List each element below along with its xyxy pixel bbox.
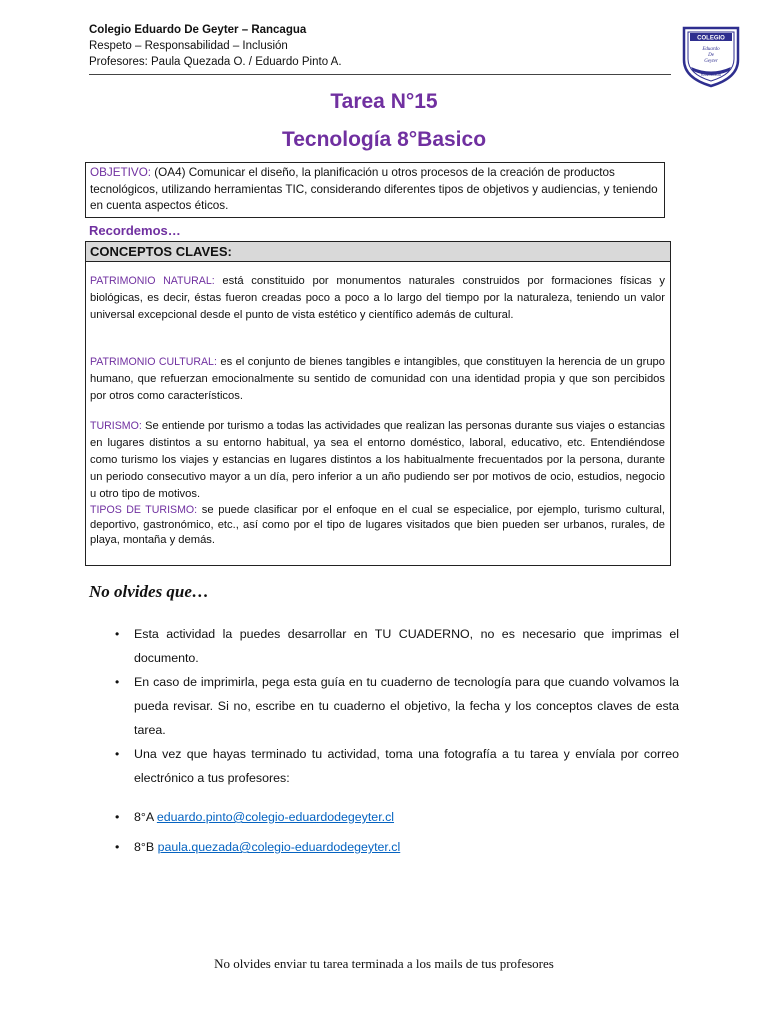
list-item	[89, 742, 679, 790]
objective-label: OBJETIVO:	[90, 166, 152, 179]
list-item-text: Esta actividad la puedes desarrollar en TU CUADERNO, no es necesario que imprimas el documento.	[134, 627, 679, 665]
concept-text: es el conjunto de bienes tangibles e intangibles, que constituyen la herencia de un grupo humano, que refuerzan emocionalmente su sentido de comunidad con una identidad propia y que son percibidos por otros como característicos.	[90, 356, 666, 402]
concepts-box	[85, 241, 671, 566]
reminder-heading: No olvides que…	[89, 582, 209, 601]
concept-tipos-de-turismo	[90, 503, 665, 548]
logo-line1: Eduardo	[702, 47, 720, 52]
bullet-icon: •	[115, 747, 120, 761]
objective-text: (OA4) Comunicar el diseño, la planificación u otros procesos de la creación de productos tecnológicos, utilizando herramientas TIC, considerando diferentes tipos de objetivos y audiencias, y teniendo en cuenta aspectos éticos.	[90, 166, 658, 212]
concepts-heading: CONCEPTOS CLAVES:	[86, 242, 670, 262]
logo-top-text: COLEGIO	[697, 35, 725, 42]
course-label: 8°B	[134, 840, 158, 854]
bullet-icon: •	[115, 627, 120, 641]
concept-label: PATRIMONIO NATURAL:	[90, 275, 215, 287]
document-header	[89, 22, 342, 70]
objective-box	[85, 162, 665, 218]
logo-line2: De	[708, 53, 714, 58]
concept-text: Se entiende por turismo a todas las actividades que realizan las personas durante sus viajes o estancias en lugares distintos a su entorno habitual, ya sea el entorno doméstico, laboral, educativo, etc. Entendiéndose como turismo los viajes y estancias en lugares distintos a los habitualmente frecuentados por la persona, durante un periodo consecutivo mayor a un día, pero inferior a un año pudiendo ser por motivos de ocio, estudios, negocio u otro tipo de motivos.	[90, 420, 665, 500]
email-item-8b	[89, 835, 679, 859]
school-logo	[682, 26, 740, 88]
teachers-line: Profesores: Paula Quezada O. / Eduardo Pinto A.	[89, 56, 342, 68]
subject-title: Tecnología 8°Basico	[281, 128, 487, 151]
concept-label: TIPOS DE TURISMO:	[90, 504, 198, 516]
reminder-list	[89, 622, 679, 790]
school-name: Colegio Eduardo De Geyter – Rancagua	[89, 24, 307, 36]
concept-label: TURISMO:	[90, 420, 142, 432]
school-values: Respeto – Responsabilidad – Inclusión	[89, 40, 288, 52]
concept-patrimonio-natural	[90, 273, 665, 324]
email-list	[89, 805, 679, 865]
concept-label: PATRIMONIO CULTURAL:	[90, 356, 217, 368]
concept-text: está constituido por monumentos naturales construidos por formaciones físicas y biológicas, es decir, éstas fueron creadas poco a poco a lo largo del tiempo por la naturaleza, teniendo un valor universal excepcional desde el punto de vista estético y científico además de cultural.	[90, 275, 665, 321]
list-item	[89, 622, 679, 670]
logo-bottom-text: RANCAGUA	[700, 73, 722, 77]
header-divider	[89, 74, 671, 75]
task-title: Tarea N°15	[330, 90, 438, 113]
concept-turismo	[90, 418, 665, 503]
list-item-text: En caso de imprimirla, pega esta guía en tu cuaderno de tecnología para que cuando volvamos la pueda revisar. Si no, escribe en tu cuaderno el objetivo, la fecha y los conceptos claves de esta tarea.	[134, 675, 679, 737]
logo-line3: Geyter	[704, 59, 718, 64]
email-item-8a	[89, 805, 679, 829]
bullet-icon: •	[115, 810, 120, 824]
course-label: 8°A	[134, 810, 157, 824]
email-link-8a[interactable]: eduardo.pinto@colegio-eduardodegeyter.cl	[156, 810, 395, 824]
recordemos-heading: Recordemos…	[89, 223, 181, 238]
list-item	[89, 670, 679, 742]
concept-text: se puede clasificar por el enfoque en el cual se especialice, por ejemplo, turismo cultural, deportivo, gastronómico, etc., así como por el tipo de lugares visitados que bien pueden ser urbanos, rurales, de playa, montaña y demás.	[90, 504, 665, 546]
email-link-8b[interactable]: paula.quezada@colegio-eduardodegeyter.cl	[157, 840, 401, 854]
bullet-icon: •	[115, 675, 120, 689]
list-item-text: Una vez que hayas terminado tu actividad, toma una fotografía a tu tarea y envíala por correo electrónico a tus profesores:	[134, 747, 679, 785]
concept-patrimonio-cultural	[90, 354, 665, 405]
bullet-icon: •	[115, 840, 120, 854]
footer-note: No olvides enviar tu tarea terminada a los mails de tus profesores	[214, 956, 554, 971]
